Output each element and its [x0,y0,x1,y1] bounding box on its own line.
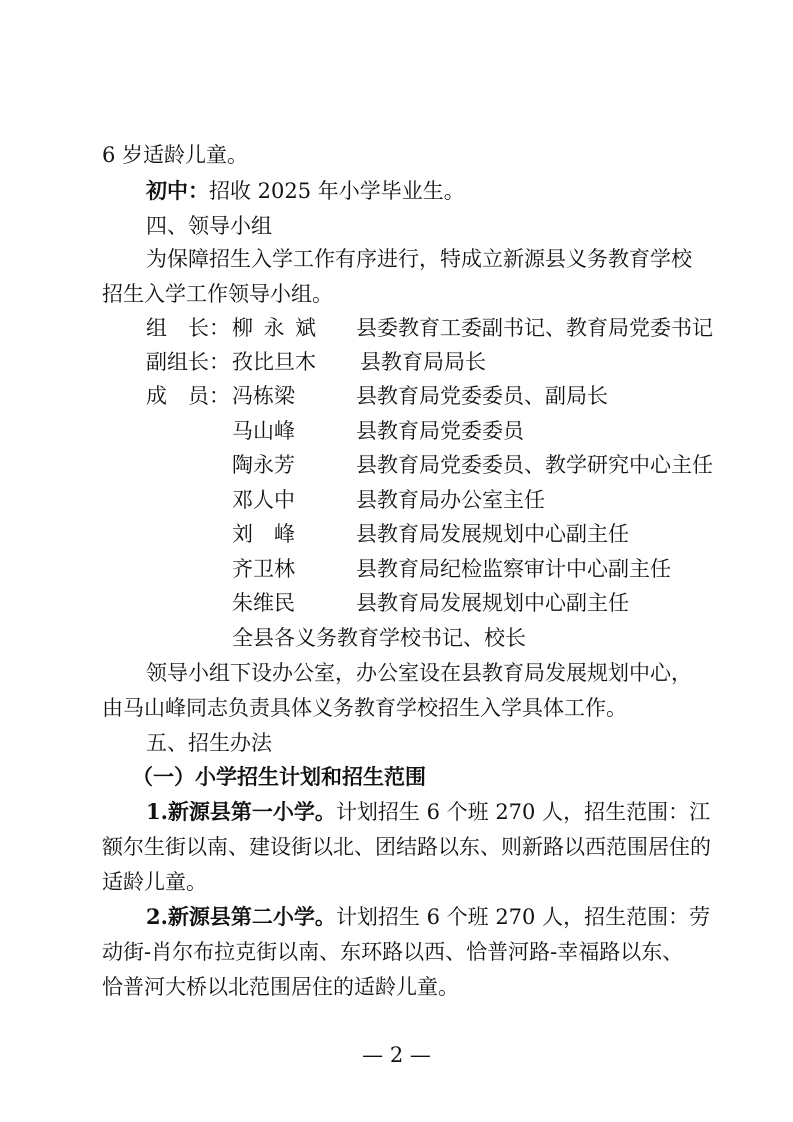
roster-name: 陶永芳 [232,453,295,477]
paragraph-line: 招生入学工作领导小组。 [102,282,333,306]
school-1-text: 计划招生 6 个班 270 人，招生范围：江 [335,800,711,824]
subsection-heading: （一）小学招生计划和招生范围 [132,764,426,789]
roster-role: 副组长： [146,350,230,374]
paragraph-line: 领导小组下设办公室，办公室设在县教育局发展规划中心， [146,661,692,685]
paragraph-line: 恰普河大桥以北范围居住的适龄儿童。 [102,975,459,999]
paragraph-line: 为保障招生入学工作有序进行，特成立新源县义务教育学校 [146,247,692,271]
roster-title: 县教育局纪检监察审计中心副主任 [356,557,671,581]
roster-name: 马山峰 [232,419,295,443]
roster-name: 冯栋梁 [232,384,295,408]
school-1-line [146,797,711,827]
roster-name: 邓人中 [232,488,295,512]
roster-role: 组 长： [146,316,230,340]
school-2-name: 2.新源县第二小学。 [146,904,336,929]
section-5-heading: 五、招生办法 [146,731,272,755]
paragraph-line: 额尔生街以南、建设街以北、团结路以东、则新路以西范围居住的 [102,835,711,859]
text-line: 6 岁适龄儿童。 [102,143,249,167]
roster-title: 县教育局局长 [360,350,486,374]
roster-title: 县教育局发展规划中心副主任 [356,591,629,615]
paragraph-line: 动街-肖尔布拉克街以南、东环路以西、恰普河路-幸福路以东、 [102,940,684,964]
roster-name: 朱维民 [232,591,295,615]
roster-title: 县委教育工委副书记、教育局党委书记 [356,316,713,340]
roster-name: 柳永斌 [232,316,316,340]
school-2-line [146,902,711,932]
page-number: — 2 — [362,1043,431,1067]
roster-name: 刘 峰 [232,522,295,546]
middle-school-line [146,176,692,206]
school-2-text: 计划招生 6 个班 270 人，招生范围：劳 [335,905,711,929]
roster-role: 成 员： [146,384,230,408]
middle-school-label: 初中： [146,178,209,203]
roster-name: 齐卫林 [232,557,295,581]
roster-title: 县教育局党委委员、教学研究中心主任 [356,453,713,477]
roster-title: 县教育局党委委员 [356,419,524,443]
paragraph-line: 由马山峰同志负责具体义务教育学校招生入学具体工作。 [102,696,627,720]
roster-title: 县教育局办公室主任 [356,488,545,512]
middle-school-text: 招收 2025 年小学毕业生。 [209,179,465,203]
roster-title: 县教育局党委委员、副局长 [356,384,608,408]
school-1-name: 1.新源县第一小学。 [146,799,336,824]
roster-title: 县教育局发展规划中心副主任 [356,522,629,546]
roster-name: 孜比旦木 [232,350,316,374]
paragraph-line: 适龄儿童。 [102,870,207,894]
section-4-heading: 四、领导小组 [146,214,272,238]
roster-footer: 全县各义务教育学校书记、校长 [232,626,526,650]
